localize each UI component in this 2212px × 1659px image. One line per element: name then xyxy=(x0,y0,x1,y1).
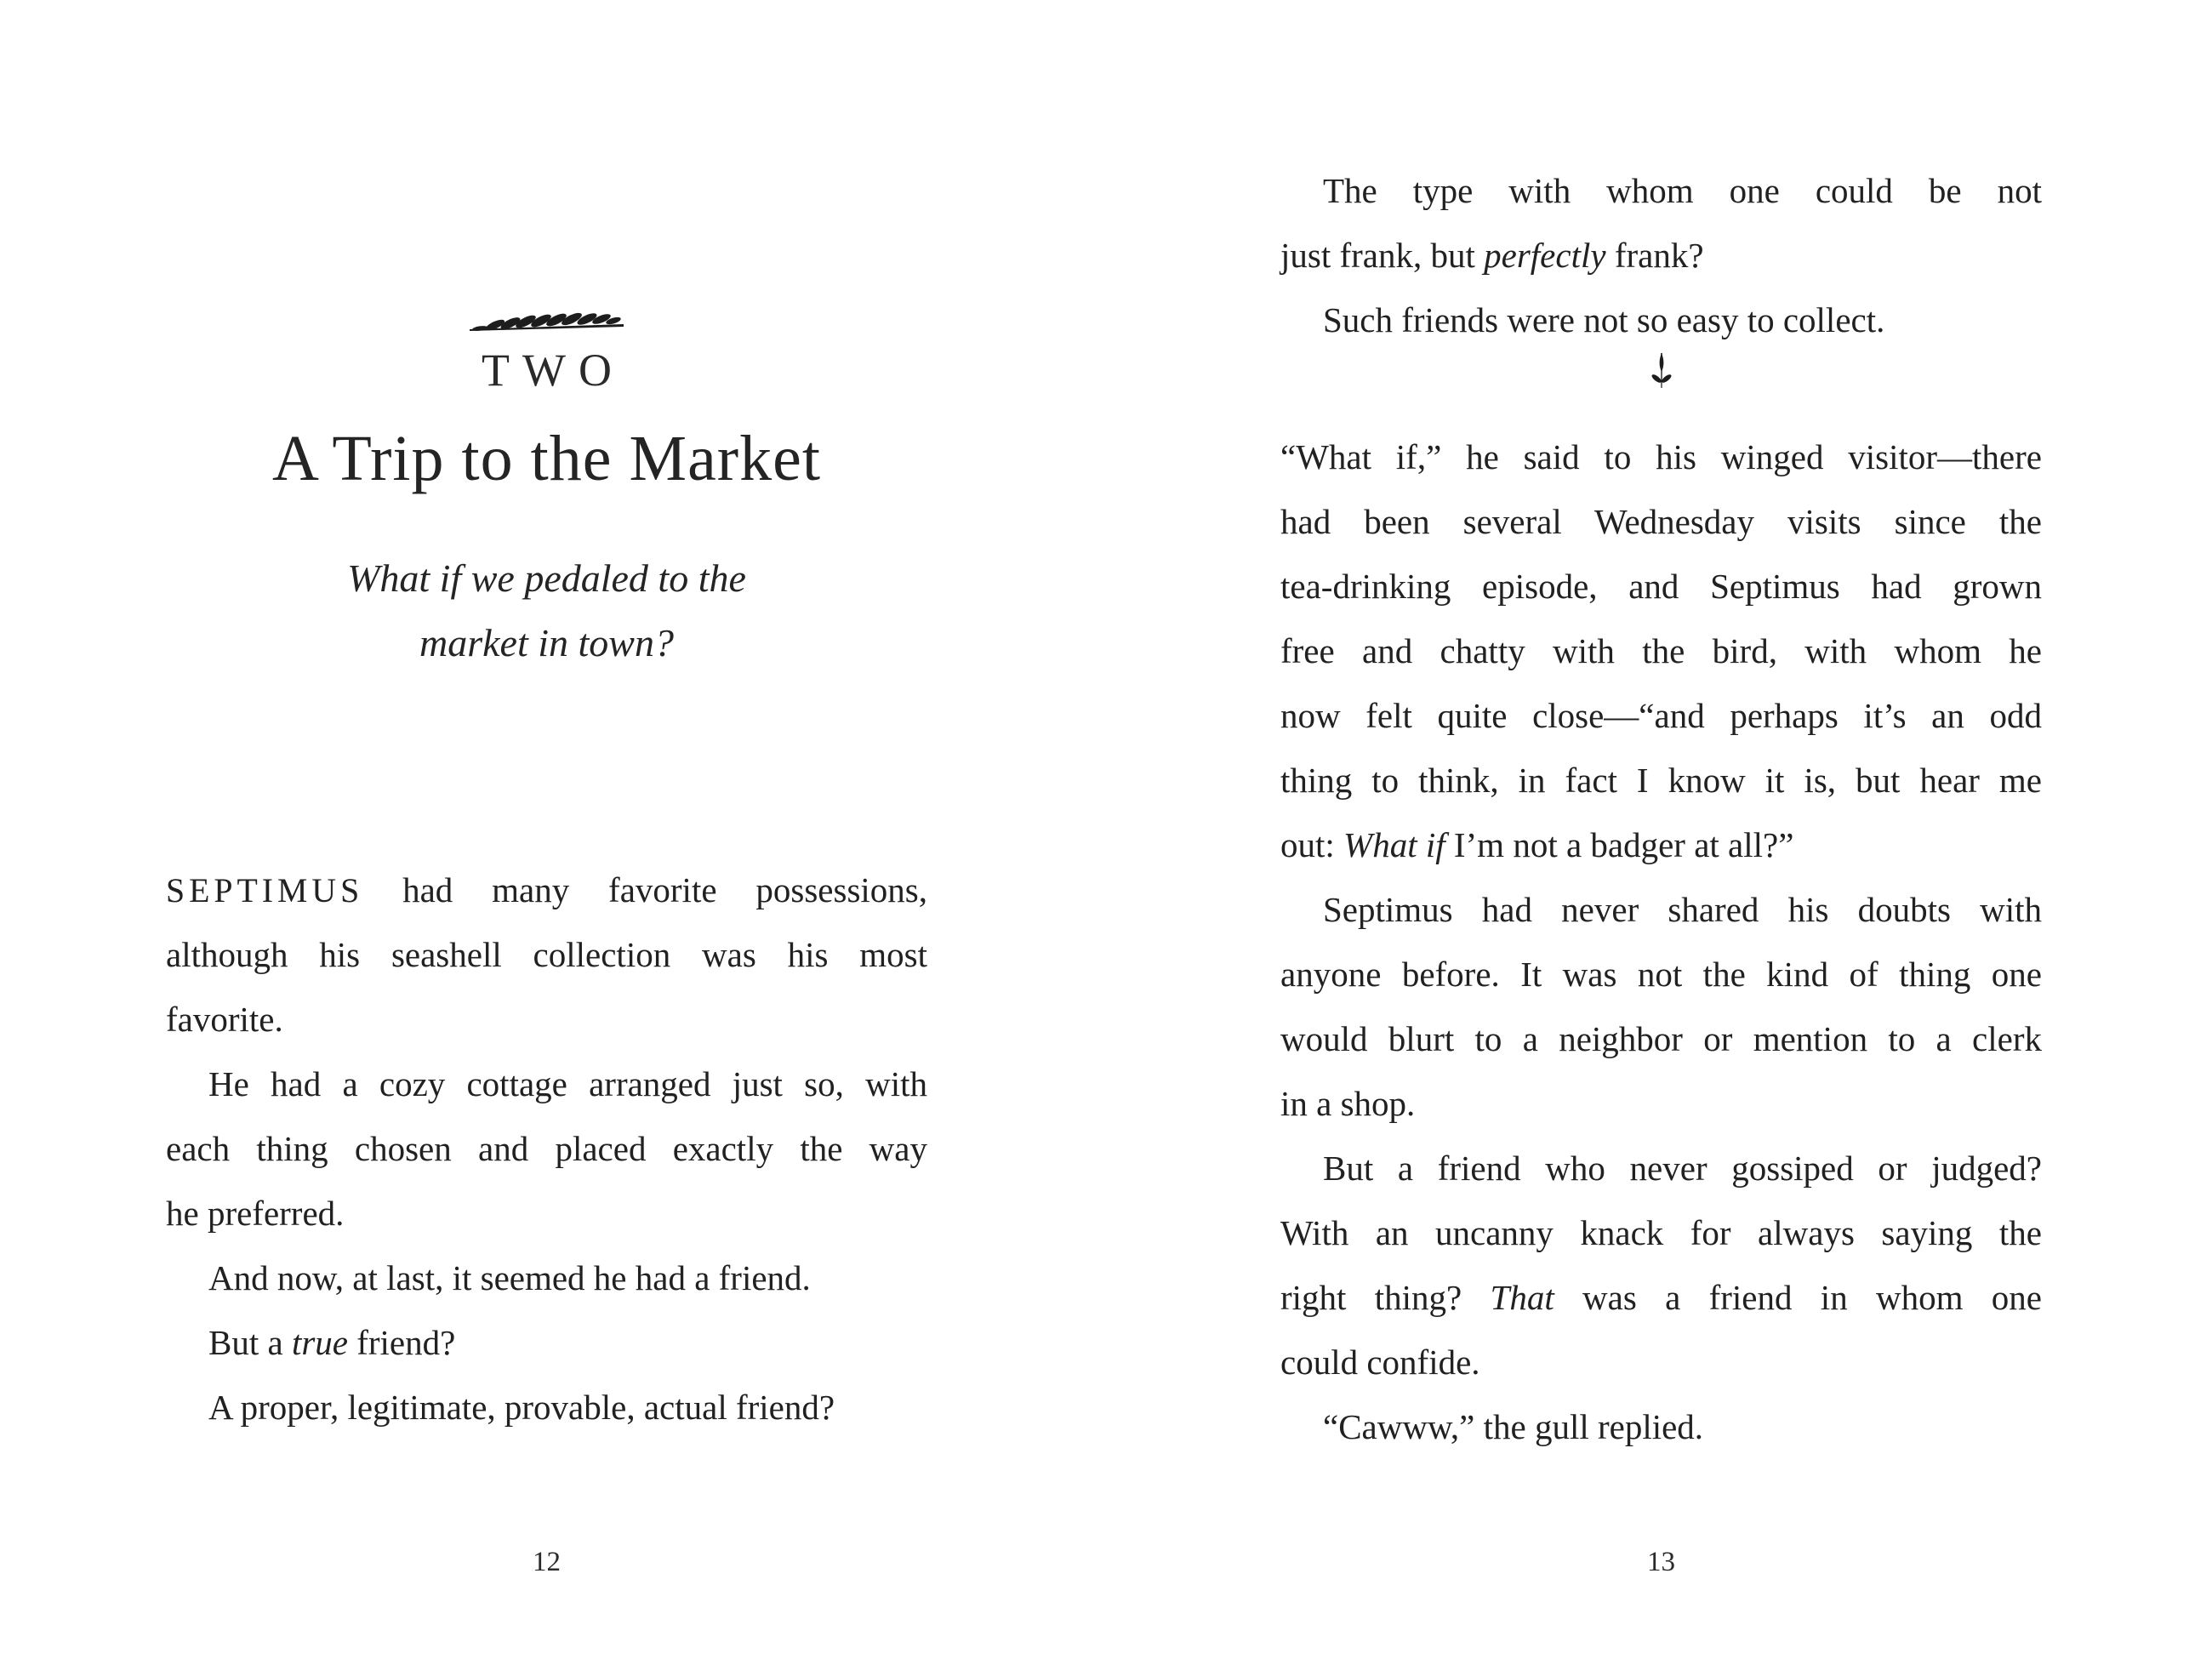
page-number-right: 13 xyxy=(1647,1547,1675,1577)
text-line xyxy=(166,1246,927,1310)
body-text: A proper, legitimate, provable, actual friend? xyxy=(208,1388,835,1427)
text-line xyxy=(1280,1071,2042,1136)
body-text: was a friend in whom one xyxy=(1554,1278,2042,1317)
text-line xyxy=(1280,683,2042,748)
body-text: The type with whom one could be not xyxy=(1323,171,2042,210)
chapter-title: A Trip to the Market xyxy=(272,423,821,494)
text-line xyxy=(1280,489,2042,554)
text-line xyxy=(166,922,927,987)
text-line xyxy=(166,1375,927,1440)
text-line xyxy=(166,987,927,1052)
left-page-body-text xyxy=(166,858,927,1440)
text-line xyxy=(166,858,927,922)
body-text: although his seashell collection was his most xyxy=(166,935,927,974)
body-text: just frank, but xyxy=(1280,236,1485,275)
body-text: favorite. xyxy=(166,1000,283,1039)
italic-text: true xyxy=(291,1323,348,1362)
page-number-left: 12 xyxy=(533,1547,561,1577)
body-text: thing to think, in fact I know it is, but hear me xyxy=(1280,761,2042,800)
text-line xyxy=(1280,1265,2042,1330)
text-line xyxy=(166,1116,927,1181)
text-line xyxy=(1280,877,2042,942)
text-line xyxy=(1280,554,2042,619)
epigraph-line: What if we pedaled to the xyxy=(347,556,746,600)
section-break xyxy=(1280,352,2042,391)
body-text: But a xyxy=(208,1323,292,1362)
left-page xyxy=(166,0,927,1659)
italic-text: What if xyxy=(1343,825,1445,864)
text-line xyxy=(166,1052,927,1116)
body-text: “What if,” he said to his winged visitor—there xyxy=(1280,437,2042,476)
text-line xyxy=(1280,1394,2042,1459)
right-page xyxy=(1280,0,2042,1659)
body-text: in a shop. xyxy=(1280,1084,1416,1123)
body-text: And now, at last, it seemed he had a friend. xyxy=(208,1258,811,1297)
chapter-number: TWO xyxy=(482,345,624,396)
text-line xyxy=(1280,223,2042,288)
text-line xyxy=(1280,942,2042,1006)
body-text: right thing? xyxy=(1280,1278,1491,1317)
body-text: each thing chosen and placed exactly the way xyxy=(166,1129,927,1168)
text-line xyxy=(1280,619,2042,683)
body-text: frank? xyxy=(1605,236,1704,275)
body-text: could confide. xyxy=(1280,1343,1480,1382)
right-page-body-text-bottom xyxy=(1280,425,2042,1459)
text-line xyxy=(1280,288,2042,352)
leaf-sprig-icon xyxy=(1650,364,1673,379)
text-line xyxy=(1280,425,2042,489)
text-line xyxy=(1280,158,2042,223)
body-text: With an uncanny knack for always saying the xyxy=(1280,1213,2042,1252)
chapter-epigraph xyxy=(166,546,927,676)
text-line xyxy=(1280,1330,2042,1394)
body-text: I’m not a badger at all?” xyxy=(1445,825,1794,864)
text-line xyxy=(1280,748,2042,812)
chapter-ornament-row xyxy=(166,306,927,335)
text-line xyxy=(1280,1200,2042,1265)
body-text: But a friend who never gossiped or judged? xyxy=(1323,1149,2042,1188)
body-text: He had a cozy cottage arranged just so, with xyxy=(208,1064,927,1103)
text-line xyxy=(1280,1006,2042,1071)
italic-text: That xyxy=(1490,1278,1554,1317)
smallcaps-text: SEPTIMUS xyxy=(166,872,364,909)
italic-text: perfectly xyxy=(1484,236,1606,275)
text-line xyxy=(1280,1136,2042,1200)
right-page-body-text-top xyxy=(1280,158,2042,352)
body-text: he preferred. xyxy=(166,1194,345,1233)
text-line xyxy=(1280,812,2042,877)
body-text: out: xyxy=(1280,825,1344,864)
body-text: free and chatty with the bird, with whom he xyxy=(1280,631,2042,670)
body-text: friend? xyxy=(347,1323,456,1362)
body-text: “Cawww,” the gull replied. xyxy=(1323,1407,1704,1446)
body-text: tea-drinking episode, and Septimus had grown xyxy=(1280,567,2042,606)
body-text: had been several Wednesday visits since the xyxy=(1280,502,2042,541)
body-text: anyone before. It was not the kind of thing one xyxy=(1280,955,2042,994)
text-line xyxy=(166,1181,927,1246)
body-text: had many favorite possessions, xyxy=(363,870,927,909)
body-text: Such friends were not so easy to collect. xyxy=(1323,300,1885,339)
body-text: Septimus had never shared his doubts with xyxy=(1323,890,2042,929)
text-line xyxy=(166,1310,927,1375)
body-text: would blurt to a neighbor or mention to a clerk xyxy=(1280,1019,2042,1058)
body-text: now felt quite close—“and perhaps it’s an odd xyxy=(1280,696,2042,735)
epigraph-line: market in town? xyxy=(419,621,674,664)
feather-branch-icon xyxy=(468,313,626,328)
